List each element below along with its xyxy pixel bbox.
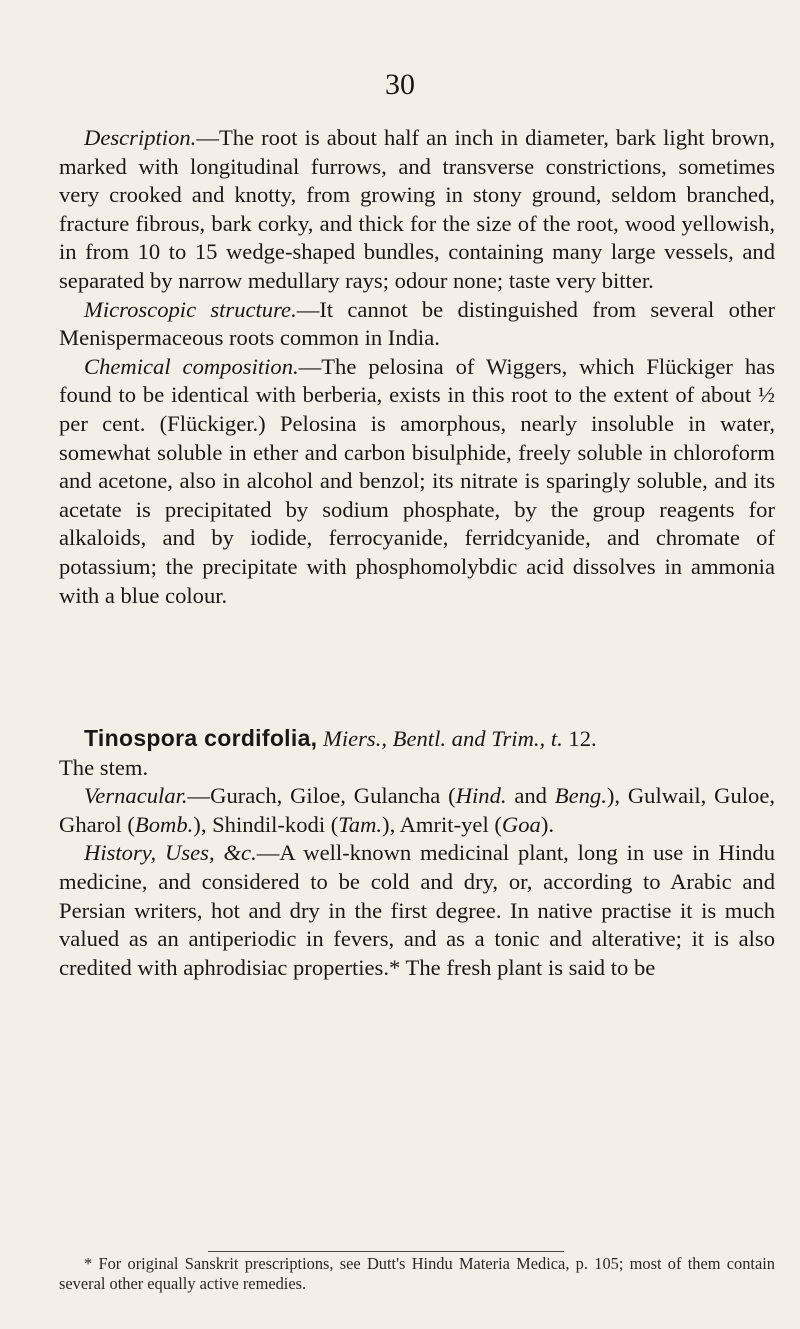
main-text (59, 124, 775, 982)
description-text: —The root is about half an inch in diameter, bark light brown, marked with longitudinal furrows, and transverse constrictions, sometimes very crooked and knotty, from growing in stony ground, seldom branched, fracture fibrous, bark corky, and thick for the size of the root, wood yellowish, in from 10 to 15 wedge-shaped bundles, containing many large vessels, and separated by narrow medullary rays; odour none; taste very bitter. (59, 125, 775, 293)
microscopic-text: —It cannot be distinguished from several other Menispermaceous roots common in India. (59, 296, 776, 351)
species-part: The stem. (59, 754, 149, 780)
vernacular-text-1: —Gurach, Giloe, Gulancha ( (187, 783, 456, 809)
footnote-rule (208, 1251, 564, 1252)
chemical-label: Chemical composition. (84, 353, 299, 379)
footnote-text: * For original Sanskrit prescriptions, see Dutt's Hindu Materia Medica, p. 105; most of them contain several other equally active remedies. (59, 1254, 775, 1293)
history-paragraph (59, 839, 775, 982)
vernacular-hind: Hind. (455, 783, 507, 809)
history-text: —A well-known medicinal plant, long in use in Hindu medicine, and considered to be cold and dry, or, according to Arabic and Persian writers, hot and dry in the first degree. In native practise it is much valued as an antiperiodic in fevers, and as a tonic and alterative; it is also credited with aphrodisiac properties.* The fresh plant is said to be (59, 840, 776, 980)
vernacular-text-5: ). (540, 811, 554, 837)
page-number: 30 (385, 68, 415, 101)
vernacular-tam: Tam. (338, 811, 383, 837)
description-label: Description. (84, 125, 197, 150)
vernacular-text-4: ), Amrit-yel ( (382, 811, 502, 837)
vernacular-and: and (506, 783, 555, 809)
vernacular-goa: Goa (501, 811, 541, 837)
vernacular-label: Vernacular. (84, 783, 188, 809)
vernacular-text-3: ), Shindil-kodi ( (193, 811, 339, 837)
section-gap (59, 610, 775, 724)
history-label: History, Uses, &c. (84, 840, 257, 866)
vernacular-beng: Beng. (554, 783, 607, 809)
chemical-text: —The pelosina of Wiggers, which Flückiger has found to be identical with berberia, exists in this root to the extent of about ½ per cent. (Flückiger.) Pelosina is amorphous, nearly insoluble in water, somewhat soluble in ether and carbon bisulphide, freely soluble in chloroform and acetone, also in alcohol and benzol; its nitrate is sparingly soluble, and its acetate is precipitated by sodium phosphate, by the group reagents for alkaloids, and by iodide, ferrocyanide, ferridcyanide, and chromate of potassium; the precipitate with phosphomolybdic acid dissolves in ammonia with a blue colour. (59, 353, 776, 608)
vernacular-paragraph (59, 782, 775, 839)
species-authorities: Miers., Bentl. and Trim., t. (323, 726, 563, 752)
description-paragraph (59, 124, 775, 296)
vernacular-text-2: ), Gulwail, Guloe, Gharol ( (59, 783, 775, 837)
microscopic-label: Microscopic structure. (84, 296, 297, 322)
species-heading (59, 724, 775, 754)
species-plate: 12. (562, 726, 597, 752)
vernacular-bomb: Bomb. (134, 811, 194, 837)
species-name: Tinospora cordifolia, (84, 725, 318, 752)
microscopic-paragraph (59, 296, 775, 353)
chemical-paragraph (59, 353, 775, 610)
footnote (59, 1254, 775, 1294)
